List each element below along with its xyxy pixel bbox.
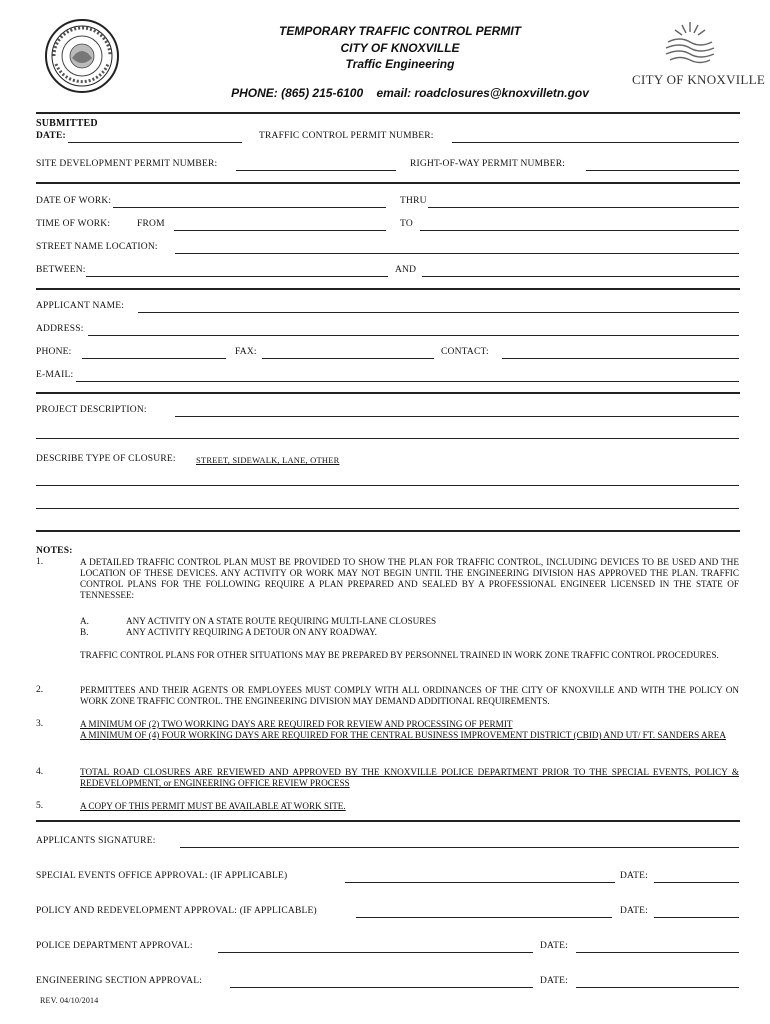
row-permit-field[interactable]: [586, 170, 739, 171]
engineering-date-field[interactable]: [576, 987, 739, 988]
department-name: Traffic Engineering: [345, 57, 455, 71]
policy-field[interactable]: [356, 917, 612, 918]
special-events-date-label: DATE:: [620, 871, 648, 881]
special-events-field[interactable]: [345, 882, 615, 883]
from-time-field[interactable]: [174, 230, 386, 231]
time-of-work-label: TIME OF WORK:: [36, 219, 111, 229]
police-date-field[interactable]: [576, 952, 739, 953]
police-field[interactable]: [218, 952, 533, 953]
applicant-signature-label: APPLICANTS SIGNATURE:: [36, 836, 156, 846]
police-label: POLICE DEPARTMENT APPROVAL:: [36, 941, 193, 951]
to-time-field[interactable]: [420, 230, 739, 231]
address-field[interactable]: [88, 335, 739, 336]
policy-date-label: DATE:: [620, 906, 648, 916]
note-3b-text: A MINIMUM OF (4) FOUR WORKING DAYS ARE REQUIRED FOR THE CENTRAL BUSINESS IMPROVEMENT DISTRICT (CBID) AND UT/ FT. SANDERS AREA: [80, 730, 726, 740]
applicant-signature-field[interactable]: [180, 847, 739, 848]
date-field[interactable]: [68, 142, 242, 143]
revision-date: REV. 04/10/2014: [40, 996, 99, 1005]
and-label: AND: [395, 265, 417, 275]
between-label: BETWEEN:: [36, 265, 86, 275]
note-1-text: A DETAILED TRAFFIC CONTROL PLAN MUST BE PROVIDED TO SHOW THE PLAN FOR TRAFFIC CONTROL, INCLUDING DEVICES TO BE USED AND THE LOCATION OF THESE DEVICES. ANY ACTIVITY OR WORK MAY NOT BEGIN UNTIL THE ENGINEERING DIVISION HAS APPROVED THE PLAN. TRAFFIC CONTROL PLANS FOR THE FOLLOWING REQUIRE A PLAN PREPARED AND SEALED BY A PROFESSIONAL ENGINEER LICENSED IN THE STATE OF TENNESSEE:: [80, 557, 739, 600]
site-dev-field[interactable]: [236, 170, 396, 171]
applicant-label: APPLICANT NAME:: [36, 301, 125, 311]
site-dev-label: SITE DEVELOPMENT PERMIT NUMBER:: [36, 159, 218, 169]
email-label: E-MAIL:: [36, 370, 74, 380]
closure-field-line-1[interactable]: [36, 485, 739, 486]
street-label: STREET NAME LOCATION:: [36, 242, 158, 252]
note-3-number: 3.: [36, 719, 44, 729]
special-events-label: SPECIAL EVENTS OFFICE APPROVAL: (IF APPLICABLE): [36, 871, 288, 881]
contact-field[interactable]: [502, 358, 739, 359]
note-2-text: PERMITTEES AND THEIR AGENTS OR EMPLOYEES MUST COMPLY WITH ALL ORDINANCES OF THE CITY OF KNOXVILLE AND WITH THE POLICY ON WORK ZONE TRAFFIC CONTROL. THE ENGINEERING DIVISION MAY DEMAND ADDITIONAL REQUIREMENTS.: [80, 685, 739, 706]
police-date-label: DATE:: [540, 941, 568, 951]
engineering-label: ENGINEERING SECTION APPROVAL:: [36, 976, 203, 986]
notes-title: NOTES:: [36, 546, 73, 556]
tcp-number-label: TRAFFIC CONTROL PERMIT NUMBER:: [259, 131, 434, 141]
address-label: ADDRESS:: [36, 324, 84, 334]
phone-field[interactable]: [82, 358, 226, 359]
note-5-text: A COPY OF THIS PERMIT MUST BE AVAILABLE AT WORK SITE.: [80, 801, 346, 811]
project-field-line-2[interactable]: [36, 438, 739, 439]
note-1b-text: ANY ACTIVITY REQUIRING A DETOUR ON ANY ROADWAY.: [126, 627, 377, 637]
city-name: CITY OF KNOXVILLE: [340, 41, 460, 55]
contact-info: PHONE: (865) 215-6100 email: roadclosures@knoxvilletn.gov: [231, 86, 589, 100]
note-1a-label: A.: [80, 616, 89, 626]
submitted-label: SUBMITTED: [36, 118, 98, 129]
note-1-number: 1.: [36, 557, 44, 567]
engineering-field[interactable]: [230, 987, 533, 988]
note-5-number: 5.: [36, 801, 44, 811]
fax-field[interactable]: [262, 358, 434, 359]
applicant-field[interactable]: [138, 312, 739, 313]
thru-label: THRU: [400, 196, 427, 206]
logo-wordmark: CITY OF KNOXVILLE: [632, 72, 766, 87]
row-permit-label: RIGHT-OF-WAY PERMIT NUMBER:: [410, 159, 566, 169]
policy-date-field[interactable]: [654, 917, 739, 918]
and-field[interactable]: [422, 276, 739, 277]
engineering-date-label: DATE:: [540, 976, 568, 986]
closure-types: STREET, SIDEWALK, LANE, OTHER: [196, 455, 340, 465]
from-label: FROM: [137, 219, 165, 229]
note-1a-text: ANY ACTIVITY ON A STATE ROUTE REQUIRING MULTI-LANE CLOSURES: [126, 616, 437, 626]
special-events-date-field[interactable]: [654, 882, 739, 883]
permit-title: TEMPORARY TRAFFIC CONTROL PERMIT: [278, 24, 521, 38]
date-label: DATE:: [36, 131, 66, 141]
city-logo-icon: [660, 18, 720, 68]
policy-label: POLICY AND REDEVELOPMENT APPROVAL: (IF APPLICABLE): [36, 906, 317, 916]
date-of-work-label: DATE OF WORK:: [36, 196, 112, 206]
contact-label: CONTACT:: [441, 347, 489, 357]
between-field[interactable]: [86, 276, 388, 277]
note-1-extra: TRAFFIC CONTROL PLANS FOR OTHER SITUATIONS MAY BE PREPARED BY PERSONNEL TRAINED IN WORK ZONE TRAFFIC CONTROL PROCEDURES.: [80, 650, 719, 660]
tcp-number-field[interactable]: [452, 142, 739, 143]
note-4-number: 4.: [36, 767, 44, 777]
phone-label: PHONE:: [36, 347, 72, 357]
project-field-line-1[interactable]: [175, 416, 739, 417]
note-3a-text: A MINIMUM OF (2) TWO WORKING DAYS ARE REQUIRED FOR REVIEW AND PROCESSING OF PERMIT: [80, 719, 513, 729]
note-2-number: 2.: [36, 685, 44, 695]
fax-label: FAX:: [235, 347, 257, 357]
closure-label: DESCRIBE TYPE OF CLOSURE:: [36, 454, 176, 464]
street-field[interactable]: [175, 253, 739, 254]
thru-field[interactable]: [428, 207, 739, 208]
note-1b-label: B.: [80, 627, 89, 637]
city-seal-icon: [44, 18, 120, 94]
date-of-work-field[interactable]: [113, 207, 386, 208]
to-label: TO: [400, 219, 413, 229]
closure-field-line-2[interactable]: [36, 508, 739, 509]
project-label: PROJECT DESCRIPTION:: [36, 405, 147, 415]
note-4-text: TOTAL ROAD CLOSURES ARE REVIEWED AND APPROVED BY THE KNOXVILLE POLICE DEPARTMENT PRIOR TO THE SPECIAL EVENTS, POLICY & REDEVELOPMENT, or ENGINEERING OFFICE REVIEW PROCESS: [80, 767, 739, 788]
email-field[interactable]: [76, 381, 739, 382]
